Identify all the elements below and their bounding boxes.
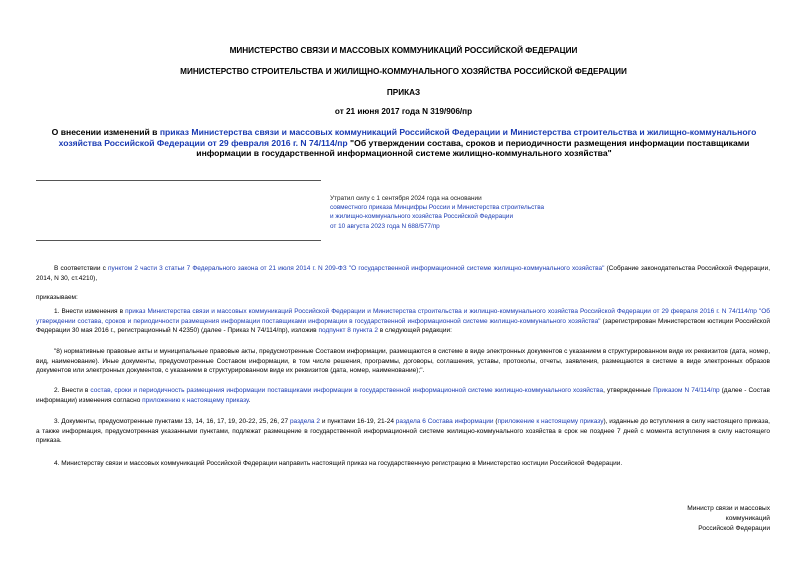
paragraph-preamble <box>36 264 770 283</box>
note-line: Утратил силу с 1 сентября 2024 года на основании <box>330 195 482 202</box>
paragraph-item-4 <box>36 459 770 469</box>
text: "8) нормативные правовые акты и муниципальные правовые акты, предусмотренные Составом информации, размещаются в системе в виде электронных документов с указанием в структурированном виде их реквизитов (дата, номер, вид, наименование). Иные документы, предусмотренные Составом информации, в том числе решения, программы, договоры, соглашения, уставы, протоколы, отчеты, заявления, размещаются в системе в виде электронных образов документов или электронных документов, с указанием в структурированном виде их реквизитов (дата, номер, наименование);". <box>36 348 770 374</box>
text: (Собрание законодательства Российской Федерации, 2014, N 30, ст.4210), <box>36 265 771 282</box>
appendix-link[interactable]: приложению к настоящему приказу <box>142 396 249 404</box>
text: в следующей редакции: <box>377 327 452 334</box>
text: 3. Документы, предусмотренные пунктами 13, 14, 16, 17, 19, 20-22, 25, 26, 27 <box>54 418 290 425</box>
title-text-2: "Об утверждении состава, сроков и периодичности размещения информации поставщиками информации в государственной информационной системе жилищно-коммунального хозяйства" <box>196 137 750 158</box>
document-date: от 21 июня 2017 года N 319/906/пр <box>334 107 473 116</box>
paragraph-order: приказываем: <box>36 294 78 301</box>
note-link[interactable]: совместного приказа Минцифры России и Министерства строительства <box>330 204 545 212</box>
text: и пунктами 16-19, 21-24 <box>320 418 396 425</box>
divider-top <box>36 180 321 181</box>
ministry-heading-1: МИНИСТЕРСТВО СВЯЗИ И МАССОВЫХ КОММУНИКАЦИЙ РОССИЙСКОЙ ФЕДЕРАЦИИ <box>229 46 578 55</box>
text: , утвержденные <box>603 387 654 394</box>
composition-link[interactable]: состав, сроки и периодичность размещения информации поставщиками информации в государственной информационной системе жилищно-коммунального хозяйства <box>90 387 604 394</box>
title-text: О внесении изменений в <box>51 127 160 137</box>
order-link[interactable]: Приказом N 74/114/пр <box>653 387 720 394</box>
paragraph-item-3 <box>36 417 770 446</box>
order-link[interactable]: приказ Министерства связи и массовых коммуникаций Российской Федерации и Министерства строительства и жилищно-коммунального хозяйства Российской Федерации от 29 февраля 2016 г. N 74/114/пр "Об утверждении состава, сроков и периодичности размещения информации поставщиками информации в государственной информационной системе жилищно-коммунального хозяйства" <box>36 308 770 325</box>
section-link[interactable]: раздела 6 Состава информации <box>395 418 494 425</box>
text: В соответствии с <box>54 265 108 272</box>
note-link[interactable]: и жилищно-коммунального хозяйства Российской Федерации <box>330 213 514 221</box>
signature-block <box>640 504 770 534</box>
text: 2. Внести в <box>54 387 91 394</box>
appendix-link[interactable]: приложение к настоящему приказу <box>497 418 604 425</box>
paragraph-item-2 <box>36 386 770 405</box>
ministry-heading-2: МИНИСТЕРСТВО СТРОИТЕЛЬСТВА И ЖИЛИЩНО-КОММУНАЛЬНОГО ХОЗЯЙСТВА РОССИЙСКОЙ ФЕДЕРАЦИИ <box>180 67 627 76</box>
repeal-note <box>330 194 750 231</box>
text: . <box>248 396 251 404</box>
text: ( <box>493 418 498 425</box>
text: 1. Внести изменения в <box>54 308 126 315</box>
signature-line: коммуникаций <box>725 515 770 522</box>
document-type: ПРИКАЗ <box>386 88 421 97</box>
divider-bottom <box>36 240 321 241</box>
note-link[interactable]: от 10 августа 2023 года N 688/577/пр <box>330 222 440 230</box>
text: (далее - Состав информации) изменения согласно <box>36 387 770 404</box>
document-title <box>34 127 774 159</box>
subpoint-link[interactable]: подпункт 8 пункта 2 <box>318 327 378 334</box>
paragraph-quote <box>36 347 770 376</box>
title-order-link[interactable]: приказ Министерства связи и массовых коммуникаций Российской Федерации и Министерства строительства и жилищно-коммунального хозяйства Российской Федерации от 29 февраля 2016 г. N 74/114/пр <box>58 127 757 148</box>
text: (зарегистрирован Министерством юстиции Российской Федерации 30 мая 2016 г., регистрационный N 42350) (далее - Приказ N 74/114/пр), изложив <box>36 317 770 334</box>
signature-line: Министр связи и массовых <box>687 505 770 512</box>
text: ), изданные до вступления в силу настоящего приказа, а также информация, предусмотренная указанными пунктами, подлежат размещение в государственной информационной системе жилищно-коммунального хозяйства в срок не позднее 7 дней с момента вступления в силу настоящего приказа. <box>36 418 770 444</box>
section-link[interactable]: раздела 2 <box>289 418 320 425</box>
signature-line: Российской Федерации <box>698 525 770 532</box>
law-link[interactable]: пунктом 2 части 3 статьи 7 Федерального закона от 21 июля 2014 г. N 209-ФЗ "О государственной информационной системе жилищно-коммунального хозяйства" <box>107 265 605 272</box>
text: 4. Министерству связи и массовых коммуникаций Российской Федерации направить настоящий приказ на государственную регистрацию в Министерство юстиции Российской Федерации. <box>54 460 623 467</box>
paragraph-item-1 <box>36 307 770 336</box>
